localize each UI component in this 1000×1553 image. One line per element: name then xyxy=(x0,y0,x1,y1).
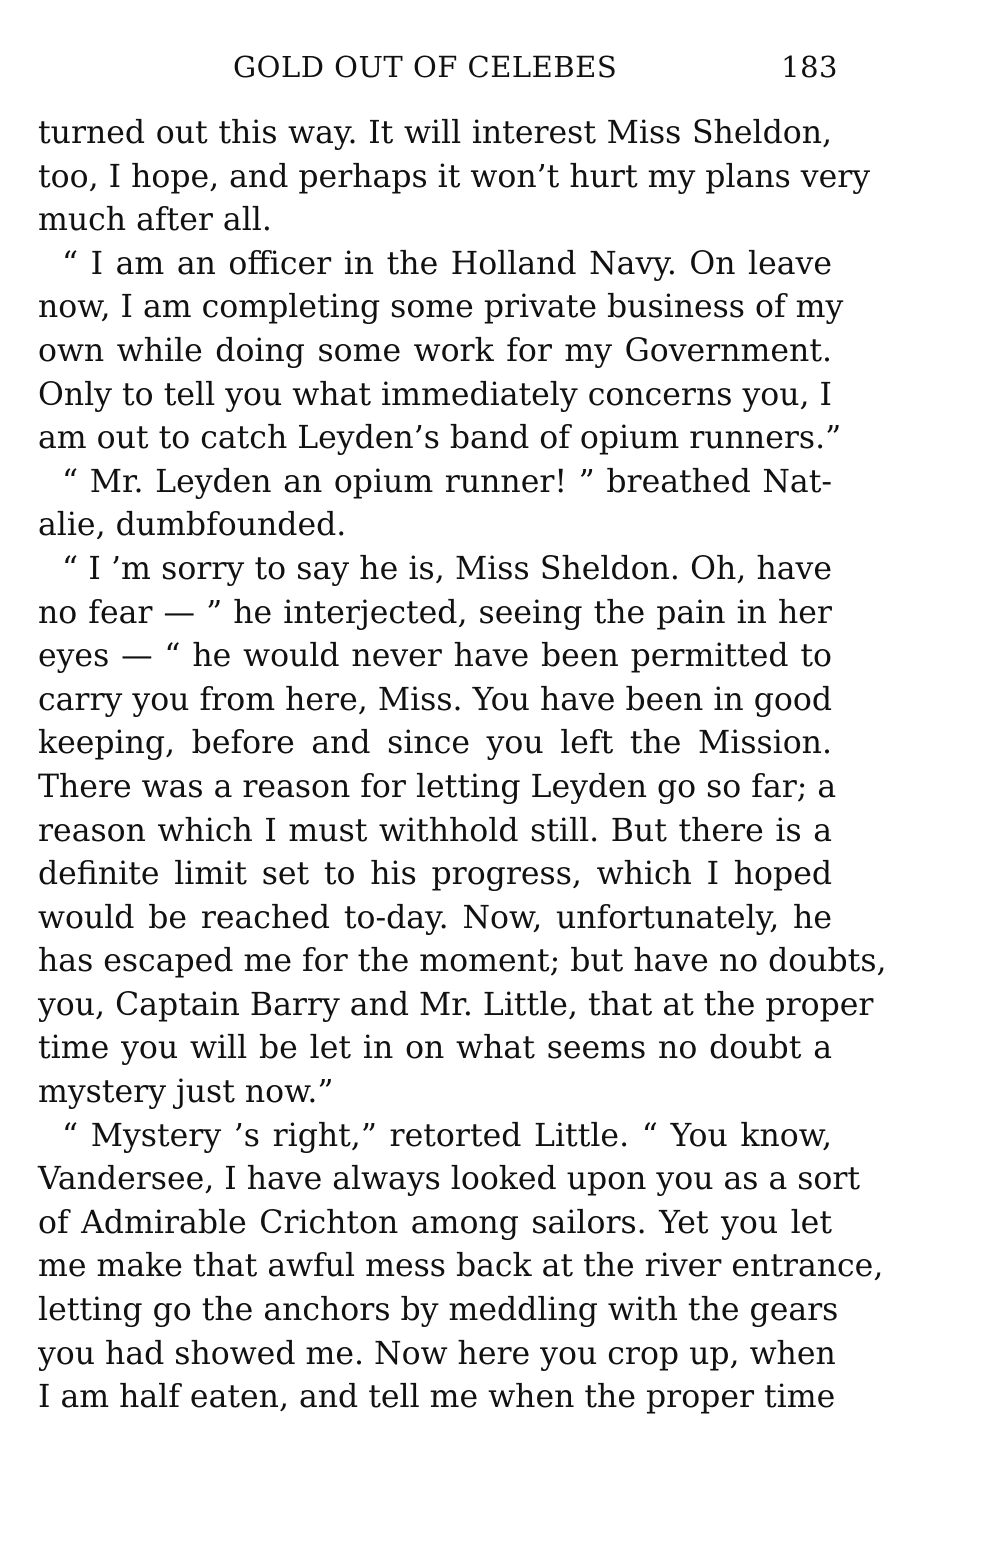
text-line: Vandersee, I have always looked upon you as a sort xyxy=(38,1161,861,1198)
running-title: GOLD OUT OF CELEBES xyxy=(233,50,618,84)
text-line: has escaped me for the moment; but have no doubts, xyxy=(38,943,887,980)
text-line: now, I am completing some private business of my xyxy=(38,289,844,326)
text-line: am out to catch Leyden’s band of opium runners.” xyxy=(38,420,842,457)
body-text xyxy=(38,112,887,1420)
text-line: There was a reason for letting Leyden go so far; a xyxy=(38,768,837,805)
text-line: own while doing some work for my Government. xyxy=(38,332,832,369)
text-line: you had showed me. Now here you crop up, when xyxy=(38,1335,836,1372)
text-line: “ Mystery ’s right,” retorted Little. “ You know, xyxy=(62,1117,832,1154)
text-line: time you will be let in on what seems no doubt a xyxy=(38,1030,832,1067)
text-line: keeping, before and since you left the Mission. xyxy=(38,725,832,762)
text-line: too, I hope, and perhaps it won’t hurt my plans very xyxy=(38,158,871,195)
text-line: turned out this way. It will interest Miss Sheldon, xyxy=(38,115,832,151)
text-line: reason which I must withhold still. But there is a xyxy=(38,812,832,849)
text-line: eyes — “ he would never have been permitted to xyxy=(38,638,832,675)
text-line: alie, dumbfounded. xyxy=(38,507,347,544)
text-line: would be reached to-day. Now, unfortunately, he xyxy=(38,899,832,936)
page-number: 183 xyxy=(781,50,838,84)
text-line: no fear — ” he interjected, seeing the pain in her xyxy=(38,594,832,631)
text-line: much after all. xyxy=(38,202,272,239)
text-line: “ Mr. Leyden an opium runner! ” breathed Nat- xyxy=(62,463,832,500)
page-header xyxy=(38,50,838,90)
text-line: “ I ’m sorry to say he is, Miss Sheldon. Oh, have xyxy=(62,550,832,587)
text-line: you, Captain Barry and Mr. Little, that at the proper xyxy=(38,986,874,1023)
text-line: of Admirable Crichton among sailors. Yet you let xyxy=(38,1204,832,1241)
text-line: “ I am an officer in the Holland Navy. On leave xyxy=(62,245,832,282)
text-line: carry you from here, Miss. You have been in good xyxy=(38,681,832,718)
text-line: Only to tell you what immediately concerns you, I xyxy=(38,376,832,413)
text-line: letting go the anchors by meddling with the gears xyxy=(38,1292,839,1329)
text-line: me make that awful mess back at the river entrance, xyxy=(38,1248,884,1285)
text-line: mystery just now.” xyxy=(38,1074,334,1111)
text-line: I am half eaten, and tell me when the proper time xyxy=(38,1379,836,1416)
text-line: definite limit set to his progress, which I hoped xyxy=(38,856,832,893)
